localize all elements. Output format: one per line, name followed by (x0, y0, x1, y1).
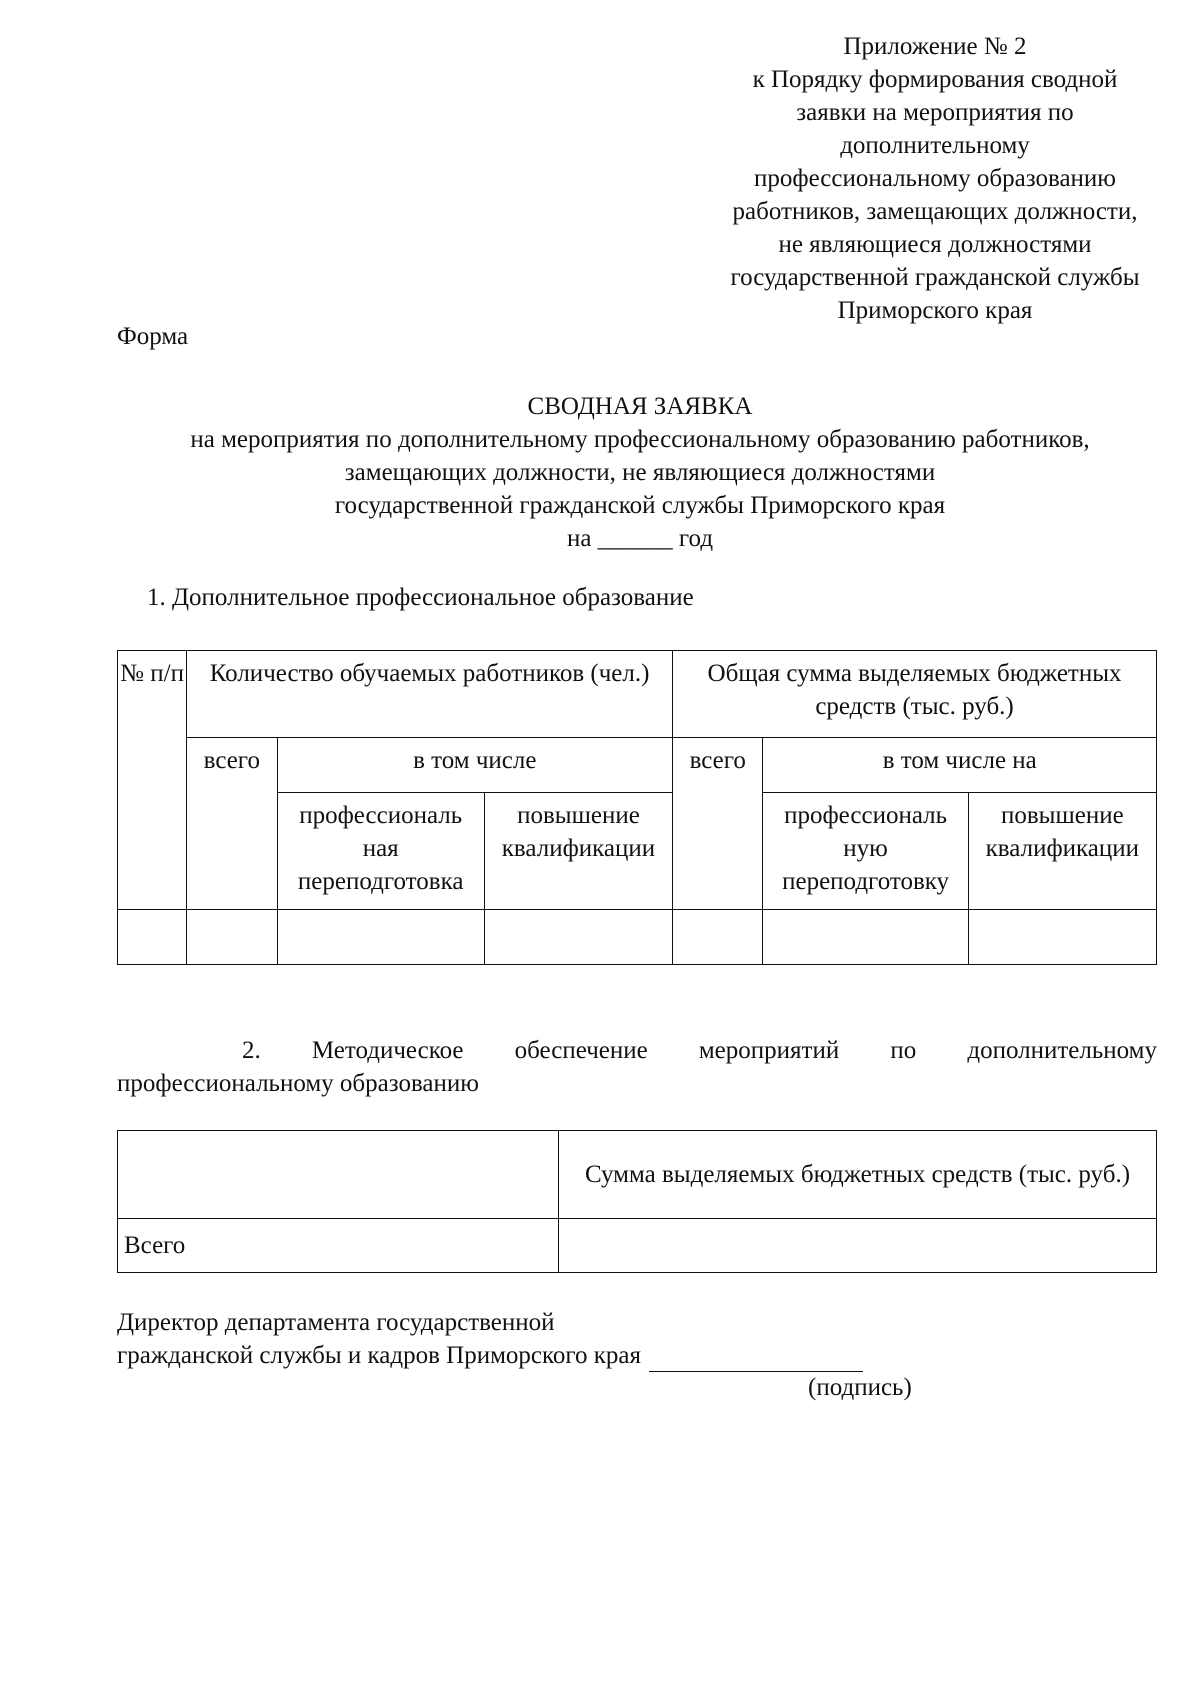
sum-total-header: всего (673, 738, 763, 910)
section1-heading: 1. Дополнительное профессиональное образование (147, 584, 694, 611)
section2-heading-line1 (117, 1034, 1157, 1067)
table-cell-empty[interactable] (673, 910, 763, 965)
table-cell-empty (118, 1131, 559, 1219)
title-main: СВОДНАЯ ЗАЯВКА (527, 393, 753, 420)
document-title (0, 390, 1200, 555)
heading-word: 2. (242, 1037, 261, 1064)
count-total-header: всего (187, 738, 277, 910)
appendix-line: Приложение № 2 (843, 33, 1027, 60)
sum-qualification-header: повышение квалификации (968, 793, 1156, 910)
heading-word: дополнительному (967, 1037, 1157, 1064)
section2-heading-line2: профессиональному образованию (117, 1070, 479, 1097)
signature-field[interactable] (649, 1345, 863, 1372)
table-cell-empty[interactable] (118, 910, 187, 965)
heading-word: Методическое (311, 1037, 464, 1064)
title-year-line: на ______ год (566, 525, 714, 552)
count-qualification-header: повышение квалификации (484, 793, 672, 910)
title-line: на мероприятия по дополнительному профессиональному образованию работников, (190, 426, 1090, 453)
signature-position: гражданской службы и кадров Приморского края (117, 1342, 641, 1369)
signature-line1: Директор департамента государственной (117, 1309, 555, 1336)
count-retraining-header: профессиональ ная переподготовка (277, 793, 484, 910)
signature-block (117, 1306, 863, 1372)
heading-word: по (890, 1037, 917, 1064)
signature-hint: (подпись) (808, 1374, 912, 1401)
appendix-header (680, 30, 1190, 327)
heading-word: обеспечение (514, 1037, 648, 1064)
appendix-line: дополнительному (840, 132, 1030, 159)
row-total-label: Всего (118, 1219, 559, 1273)
title-line: замещающих должности, не являющиеся должностями (344, 459, 936, 486)
table-cell-empty[interactable] (968, 910, 1156, 965)
appendix-line: заявки на мероприятия по (796, 99, 1074, 126)
col-count-header: Количество обучаемых работников (чел.) (187, 651, 673, 738)
form-label: Форма (117, 323, 189, 350)
row-total-value[interactable] (559, 1219, 1157, 1273)
appendix-line: к Порядку формирования сводной (752, 66, 1118, 93)
sum-retraining-header: профессиональ ную переподготовку (763, 793, 968, 910)
sum-including-header: в том числе на (763, 738, 1157, 793)
table-cell-empty[interactable] (277, 910, 484, 965)
sum-header: Сумма выделяемых бюджетных средств (тыс. руб.) (559, 1131, 1157, 1219)
table-cell-empty[interactable] (484, 910, 672, 965)
appendix-line: работников, замещающих должности, (732, 198, 1138, 225)
table-cell-empty[interactable] (763, 910, 968, 965)
col-sum-header: Общая сумма выделяемых бюджетных средств (тыс. руб.) (673, 651, 1157, 738)
appendix-line: Приморского края (837, 297, 1033, 324)
heading-word: мероприятий (698, 1037, 840, 1064)
methodical-table (117, 1130, 1157, 1273)
table-cell-empty[interactable] (187, 910, 277, 965)
training-table (117, 650, 1157, 965)
appendix-line: профессиональному образованию (754, 165, 1116, 192)
appendix-line: государственной гражданской службы (730, 264, 1140, 291)
count-including-header: в том числе (277, 738, 673, 793)
section2-heading (117, 1034, 1157, 1100)
title-line: государственной гражданской службы Приморского края (334, 492, 946, 519)
signature-line2 (117, 1339, 863, 1372)
col-number-header: № п/п (118, 651, 187, 910)
appendix-line: не являющиеся должностями (778, 231, 1092, 258)
